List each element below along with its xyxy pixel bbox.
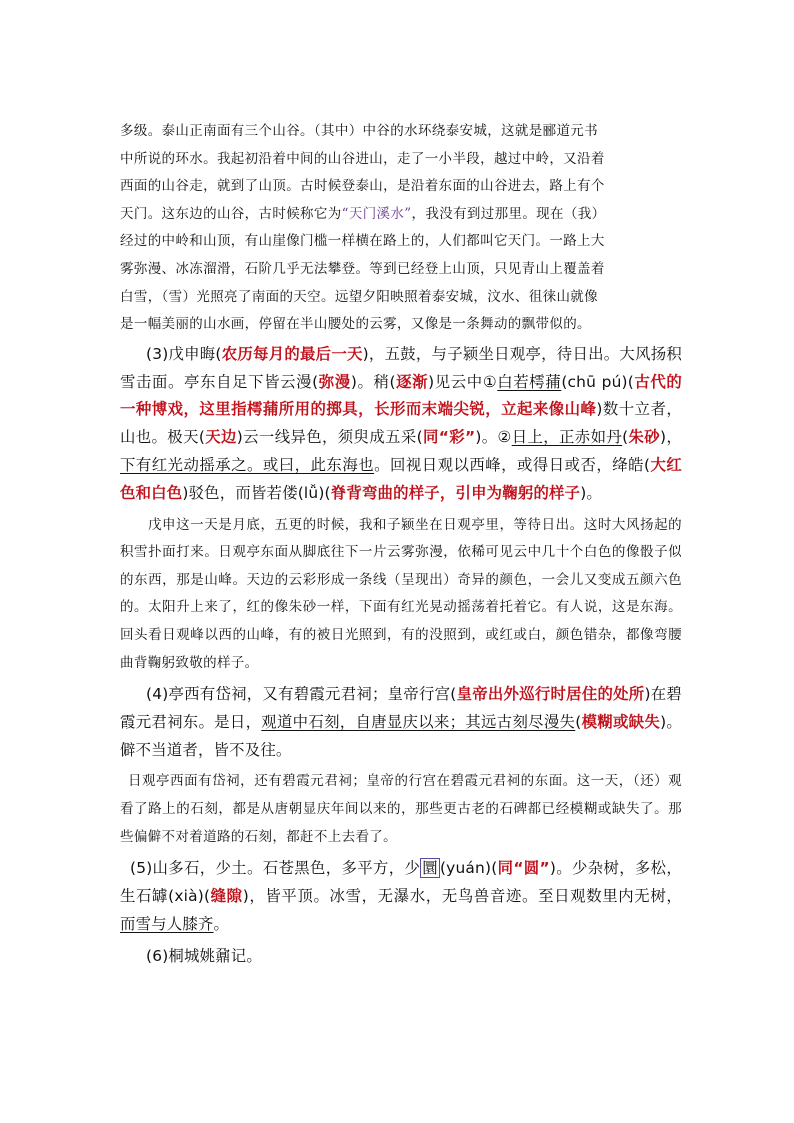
document-page	[120, 118, 682, 970]
circled-marker: ①	[482, 372, 498, 391]
text-run: )。	[580, 483, 603, 502]
text-run: )。	[475, 428, 498, 447]
original-paragraph-5	[120, 855, 682, 938]
text-run: )数十立者，山也。极天(	[120, 400, 682, 447]
text-run: )见云中	[428, 372, 483, 391]
annotation: 农历每月的最后一天	[221, 344, 363, 363]
original-paragraph-3	[120, 341, 682, 508]
underlined-sentence: 下有红光动摇承之。或曰，此东海也	[120, 455, 375, 474]
text-run: ，我没有到过那里。现在（我）	[411, 205, 606, 222]
annotation: 古代的一种博戏，这里指樗蒱所用的掷具，长形而末端尖锐，立起来像山峰	[120, 372, 682, 419]
underlined-sentence: 而雪与人膝齐	[120, 914, 214, 933]
text-run: )在碧霞元君祠东。是日，	[120, 685, 683, 731]
text-run: )。少杂树，多松，生石罅(xià)(	[120, 859, 683, 906]
boxed-character: 圜	[422, 859, 438, 878]
annotation: 皇帝出外巡行时居住的处所	[456, 685, 645, 704]
annotation: 天边	[205, 428, 237, 447]
text-run: 。	[213, 914, 230, 933]
text-run: )。稍(	[350, 372, 396, 391]
text-run: (	[622, 428, 629, 447]
text-run: (5)山多石，少土。石苍黑色，多平方，少	[130, 859, 421, 878]
text-run: )。僻不当道者，皆不及往。	[120, 712, 682, 759]
annotation: 朱砂	[628, 428, 661, 447]
annotation: 大红色和白色	[120, 455, 682, 502]
text-run: )驳色，而皆若偻(lǚ)(	[182, 483, 331, 502]
text-run: (3)戊申晦(	[146, 344, 222, 363]
highlight-quote: “天门溪水”	[341, 205, 412, 222]
text-line: 经过的中岭和山顶，有山崖像门槛一样横在路上的，人们都叫它天门。一路上大	[120, 233, 605, 250]
underlined-sentence: 日上，正赤如丹	[511, 428, 623, 447]
text-line: 多级。泰山正南面有三个山谷。（其中）中谷的水环绕泰安城，这就是郦道元书	[120, 123, 598, 139]
translation-paragraph-3: 戊申这一天是月底，五更的时候，我和子颍坐在日观亭里，等待日出。这时大风扬起的积雪扑面打来。日观亭东面从脚底往下一片云雾弥漫，依稀可见云中几十个白色的像骰子似的东西，那是山峰。天边的云彩形成一条线（呈现出）奇异的颜色，一会儿又变成五颜六色的。太阳升上来了，红的像朱砂一样，下面有红光晃动摇荡着托着它。有人说，这是东海。回头看日观峰以西的山峰，有的被日光照到，有的没照到，或红或白，颜色错杂，都像弯腰曲背鞠躬致敬的样子。	[120, 516, 682, 671]
annotation: 弥漫	[318, 372, 351, 391]
annotation: 脊背弯曲的样子，引申为鞠躬的样子	[330, 483, 581, 502]
text-line	[120, 201, 682, 229]
text-line: 是一幅美丽的山水画，停留在半山腰处的云雾，又像是一条舞动的飘带似的。	[120, 316, 591, 333]
text-run: 。回视日观以西峰，或得日或否，绛皓(	[374, 455, 651, 474]
text-line: 白雪，（雪）光照亮了南面的天空。远望夕阳映照着泰安城，汶水、徂徕山就像	[120, 288, 598, 305]
annotation: 模糊或缺失	[581, 712, 661, 731]
text-line: 中所说的环水。我起初沿着中间的山谷进山，走了一小半段，越过中岭，又沿着	[120, 150, 605, 167]
underlined-sentence: 白若樗蒱	[497, 372, 562, 391]
original-paragraph-4	[120, 681, 682, 764]
underlined-sentence: 观道中石刻，自唐显庆以来；其远古刻尽漫失	[261, 712, 576, 731]
text-run: )，皆平顶。冰雪，无瀑水，无鸟兽音迹。至日观数里内无树，	[242, 887, 682, 906]
annotation: 逐渐	[395, 372, 429, 391]
text-run: )云一线异色，须臾成五采(	[236, 428, 423, 447]
text-run: 天门。这东边的山谷，古时候称它为	[120, 205, 342, 222]
annotation: 同“圆”	[497, 859, 550, 878]
text-run: (chū pú)(	[561, 372, 634, 391]
text-line: 雾弥漫、冰冻溜滑，石阶几乎无法攀登。等到已经登上山顶，只见青山上覆盖着	[120, 260, 605, 277]
translation-paragraph-1	[120, 118, 682, 339]
annotation: 缝隙	[210, 887, 243, 906]
text-run: (	[575, 712, 582, 731]
text-run: (yuán)(	[439, 859, 498, 878]
original-paragraph-6: (6)桐城姚鼐记。	[146, 946, 262, 965]
annotation: 同“彩”	[422, 428, 476, 447]
text-line: 西面的山谷走，就到了山顶。古时候登泰山，是沿着东面的山谷进去，路上有个	[120, 178, 605, 195]
translation-paragraph-4: 日观亭西面有岱祠，还有碧霞元君祠；皇帝的行宫在碧霞元君祠的东面。这一天，（还）观看了路上的石刻，都是从唐朝显庆年间以来的，那些更古老的石碑都已经模糊或缺失了。那些偏僻不对着道路的石刻，都赶不上去看了。	[120, 773, 682, 845]
text-run: )，	[660, 428, 683, 447]
text-run: )，五鼓，与子颍坐日观亭，待日出。大风扬积雪击面。亭东自足下皆云漫(	[120, 344, 682, 391]
circled-marker: ②	[497, 428, 512, 447]
text-run: (4)亭西有岱祠，又有碧霞元君祠；皇帝行宫(	[146, 685, 457, 704]
